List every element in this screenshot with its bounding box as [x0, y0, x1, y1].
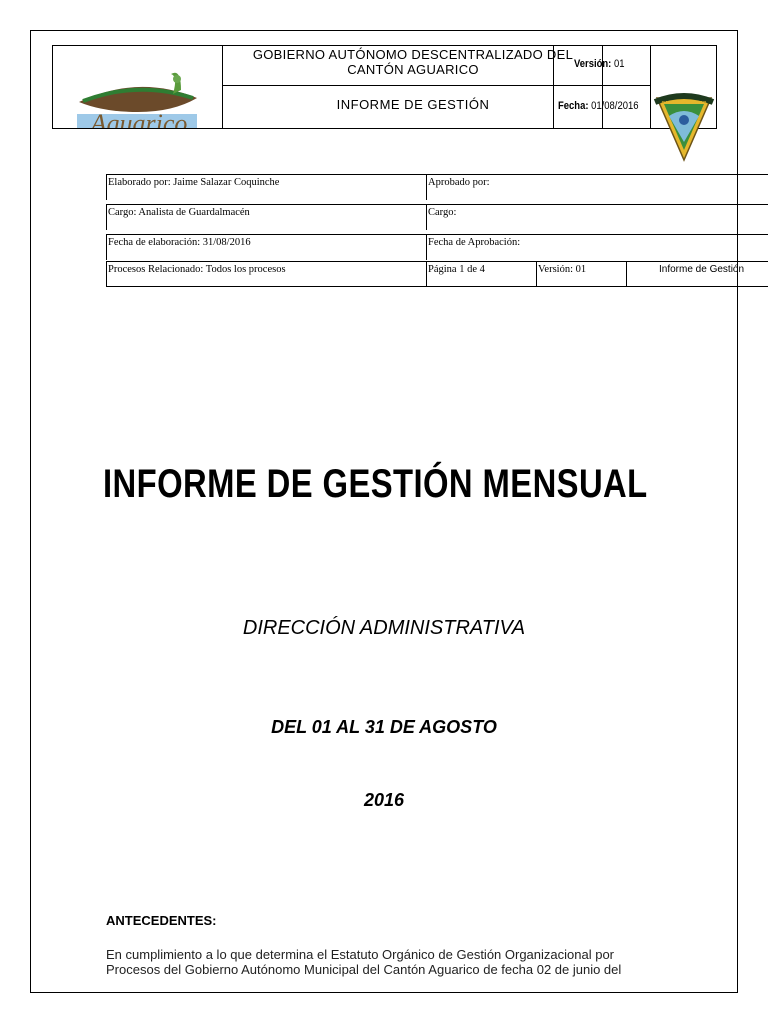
year-subtitle: 2016 [363, 790, 405, 810]
info-cell: Aprobado por: [426, 175, 768, 200]
info-row [106, 204, 768, 230]
processes-cell: Procesos Relacionado: Todos los procesos [106, 262, 426, 286]
info-cell: Elaborado por: Jaime Salazar Coquinche [106, 175, 426, 200]
doc-type-cell: Informe de Gestión [626, 262, 768, 286]
info-row [106, 261, 768, 287]
version-value: 01 [613, 58, 625, 70]
paragraph-line: Procesos del Gobierno Autónomo Municipal del Cantón Aguarico de fecha 02 de junio del [106, 962, 622, 977]
page-number-cell: Página 1 de 4 [426, 262, 536, 286]
document-header [52, 45, 717, 129]
version-label: Versión: [574, 58, 612, 70]
report-title: INFORME DE GESTIÓN [336, 97, 490, 112]
report-title-cell [223, 86, 603, 128]
aguarico-logo [53, 46, 223, 128]
logo-cell [53, 46, 223, 128]
fecha-label: Fecha: [558, 100, 589, 112]
info-row [106, 234, 768, 260]
info-cell: Fecha de elaboración: 31/08/2016 [106, 235, 426, 260]
fecha-value: 01/08/2016 [591, 100, 639, 112]
gov-name-cell [223, 46, 603, 86]
logo-wordmark: Aguarico [90, 109, 188, 128]
version-row-cell: Versión: 01 [536, 262, 626, 286]
info-row [106, 174, 768, 200]
antecedentes-heading: ANTECEDENTES: [106, 913, 217, 928]
fecha-cell [553, 86, 651, 128]
antecedentes-paragraph [106, 947, 666, 977]
gov-name: GOBIERNO AUTÓNOMO DESCENTRALIZADO DEL CANTÓN AGUARICO [252, 47, 574, 77]
paragraph-line: En cumplimiento a lo que determina el Estatuto Orgánico de Gestión Organizacional por [106, 947, 615, 962]
version-cell [553, 46, 651, 86]
period-subtitle: DEL 01 AL 31 DE AGOSTO [271, 717, 497, 737]
canton-emblem [651, 46, 717, 166]
info-cell: Cargo: Analista de Guardalmacén [106, 205, 426, 230]
emblem-text: CANTÓN AGUARICO [661, 100, 707, 105]
info-cell: Cargo: [426, 205, 768, 230]
direction-subtitle: DIRECCIÓN ADMINISTRATIVA [242, 617, 526, 639]
emblem-cell [651, 46, 716, 128]
info-cell: Fecha de Aprobación: [426, 235, 768, 260]
main-title: INFORME DE GESTIÓN MENSUAL [103, 462, 648, 506]
